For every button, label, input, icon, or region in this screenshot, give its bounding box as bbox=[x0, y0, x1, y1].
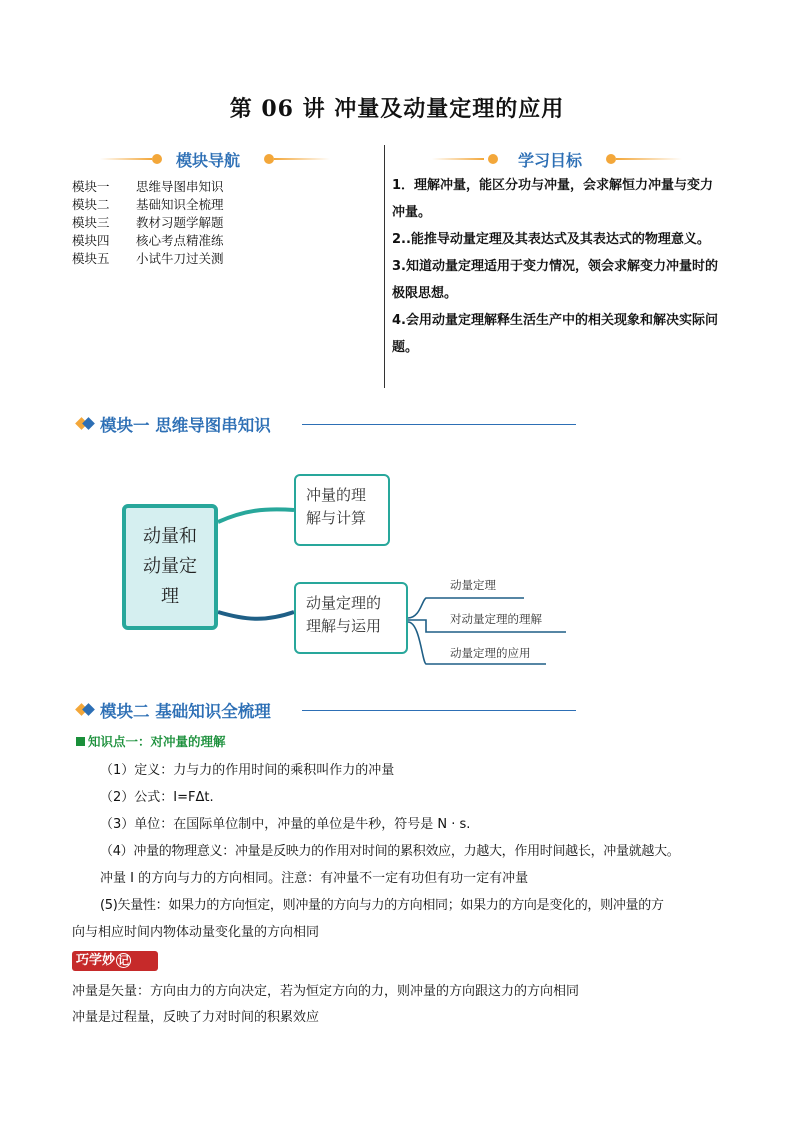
kp-line: (5)矢量性：如果力的方向恒定，则冲量的方向与力的方向相同；如果力的方向是变化的，则冲量的方 bbox=[100, 898, 664, 913]
mindmap-node-impulse: 冲量的理 解与计算 bbox=[294, 474, 390, 546]
nav-item[interactable]: 模块三 教材习题学解题 bbox=[72, 215, 224, 230]
goal-item: 4.会用动量定理解释生活生产中的相关现象和解决实际问题。 bbox=[392, 313, 718, 355]
goal-item: 3.知道动量定理适用于变力情况，领会求解变力冲量时的极限思想。 bbox=[392, 259, 718, 301]
badge-circle-icon: 记 bbox=[118, 954, 130, 967]
tip-line: 冲量是过程量，反映了力对时间的积累效应 bbox=[72, 1010, 320, 1025]
mindmap-leaf: 动量定理 bbox=[450, 578, 496, 592]
tip-line: 冲量是矢量：方向由力的方向决定，若为恒定方向的力，则冲量的方向跟这力的方向相同 bbox=[72, 984, 580, 999]
knowledge-point-title: 知识点一：对冲量的理解 bbox=[76, 732, 226, 750]
nav-item[interactable]: 模块一 思维导图串知识 bbox=[72, 179, 224, 194]
nav-item[interactable]: 模块五 小试牛刀过关测 bbox=[72, 251, 224, 266]
square-bullet-icon bbox=[76, 737, 85, 746]
tips-badge: 巧学妙 记 bbox=[72, 951, 158, 971]
mindmap-root: 动量和 动量定 理 bbox=[122, 504, 218, 630]
diamond-icon bbox=[76, 702, 96, 718]
kp-line: （1）定义：力与力的作用时间的乘积叫作力的冲量 bbox=[100, 763, 395, 778]
kp-line: （2）公式：I=FΔt. bbox=[100, 790, 214, 805]
module1-title: 模块一 思维导图串知识 bbox=[100, 416, 271, 435]
kp-line: （3）单位：在国际单位制中，冲量的单位是牛秒，符号是 N · s. bbox=[100, 817, 471, 832]
goal-item: 1．理解冲量，能区分功与冲量，会求解恒力冲量与变力冲量。 bbox=[392, 178, 714, 220]
mindmap-leaf: 对动量定理的理解 bbox=[450, 612, 542, 626]
kp-line: （4）冲量的物理意义：冲量是反映力的作用对时间的累积效应，力越大，作用时间越长，冲量就越大。 bbox=[100, 844, 680, 859]
goals-header-label: 学习目标 bbox=[518, 151, 583, 170]
mindmap-node-theorem: 动量定理的 理解与运用 bbox=[294, 582, 408, 654]
module2-title: 模块二 基础知识全梳理 bbox=[100, 702, 271, 721]
page-title: 第 06 讲 冲量及动量定理的应用 bbox=[229, 96, 565, 122]
module2-header bbox=[76, 698, 576, 722]
kp-line: 向与相应时间内物体动量变化量的方向相同 bbox=[72, 925, 320, 940]
kp-line: 冲量 I 的方向与力的方向相同。注意：有冲量不一定有功但有功一定有冲量 bbox=[100, 871, 529, 886]
mindmap-leaf: 动量定理的应用 bbox=[450, 646, 531, 660]
nav-header-label: 模块导航 bbox=[176, 151, 241, 170]
nav-item[interactable]: 模块二 基础知识全梳理 bbox=[72, 197, 224, 212]
goal-item: 2..能推导动量定理及其表达式及其表达式的物理意义。 bbox=[392, 232, 710, 247]
nav-item[interactable]: 模块四 核心考点精准练 bbox=[72, 233, 224, 248]
